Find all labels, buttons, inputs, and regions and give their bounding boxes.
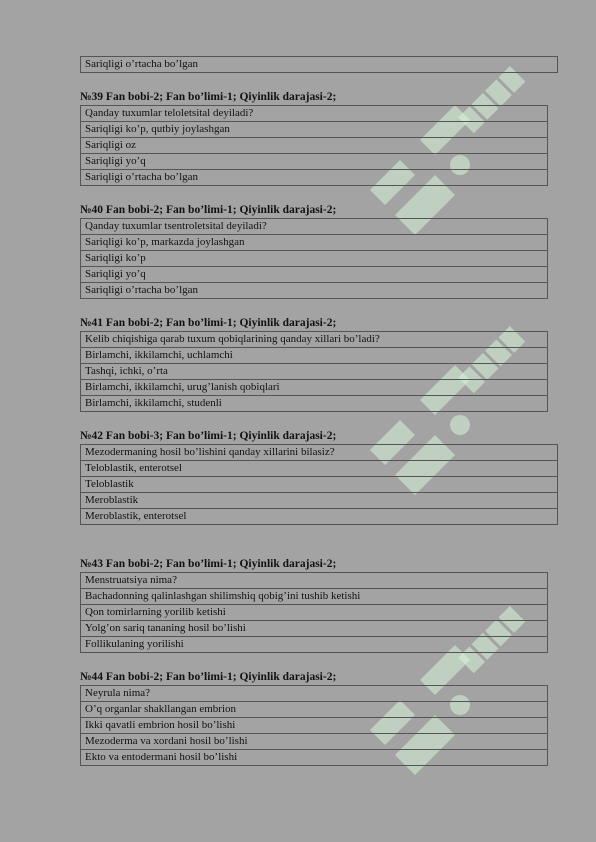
answer-option: Meroblastik <box>81 493 558 509</box>
question-text: Kelib chiqishiga qarab tuxum qobiqlarining qanday xillari bo’ladi? <box>81 332 548 348</box>
table-row <box>81 589 548 605</box>
table-row <box>81 283 548 299</box>
question-text: Menstruatsiya nima? <box>81 573 548 589</box>
table-row <box>81 332 548 348</box>
answer-option: Sariqligi o’rtacha bo’lgan <box>81 57 558 73</box>
answer-option: Meroblastik, enterotsel <box>81 509 558 525</box>
table-row <box>81 734 548 750</box>
table-row <box>81 702 548 718</box>
table-row <box>81 396 548 412</box>
answer-option: Sariqligi ko’p, markazda joylashgan <box>81 235 548 251</box>
table-row <box>81 251 548 267</box>
table-row <box>81 750 548 766</box>
table-row <box>81 380 548 396</box>
answer-option: Sariqligi ko’p, qutbiy joylashgan <box>81 122 548 138</box>
answer-option: Mezoderma va xordani hosil bo’lishi <box>81 734 548 750</box>
table-row <box>81 57 558 73</box>
table-row <box>81 509 558 525</box>
table-row <box>81 445 558 461</box>
table-row <box>81 219 548 235</box>
answer-option: Birlamchi, ikkilamchi, studenli <box>81 396 548 412</box>
table-row <box>81 170 548 186</box>
question-block-44 <box>80 669 548 766</box>
answer-option: Ikki qavatli embrion hosil bo’lishi <box>81 718 548 734</box>
answer-option: Sariqligi yo’q <box>81 154 548 170</box>
options-table <box>80 218 548 299</box>
answer-option: Bachadonning qalinlashgan shilimshiq qobig’ini tushib ketishi <box>81 589 548 605</box>
table-row <box>81 686 548 702</box>
answer-option: Sariqligi ko’p <box>81 251 548 267</box>
table-row <box>81 138 548 154</box>
question-title: №44 Fan bobi-2; Fan bo’limi-1; Qiyinlik darajasi-2; <box>80 671 337 683</box>
question-block-39 <box>80 89 548 186</box>
table-row <box>81 718 548 734</box>
question-block-43 <box>80 556 548 653</box>
answer-option: Follikulaning yorilishi <box>81 637 548 653</box>
answer-option: Ekto va entodermani hosil bo’lishi <box>81 750 548 766</box>
answer-option: Teloblastik, enterotsel <box>81 461 558 477</box>
answer-option: Sariqligi oz <box>81 138 548 154</box>
question-title: №43 Fan bobi-2; Fan bo’limi-1; Qiyinlik darajasi-2; <box>80 558 337 570</box>
table-row <box>81 621 548 637</box>
answer-option: Yolg’on sariq tananing hosil bo’lishi <box>81 621 548 637</box>
options-table <box>80 572 548 653</box>
question-title: №41 Fan bobi-2; Fan bo’limi-1; Qiyinlik darajasi-2; <box>80 317 337 329</box>
answer-option: Birlamchi, ikkilamchi, urug’lanish qobiqlari <box>81 380 548 396</box>
table-row <box>81 122 548 138</box>
options-table <box>80 331 548 412</box>
question-title: №42 Fan bobi-3; Fan bo’limi-1; Qiyinlik darajasi-2; <box>80 430 337 442</box>
table-row <box>81 461 558 477</box>
table-row <box>81 605 548 621</box>
table-row <box>81 235 548 251</box>
question-text: Mezodermaning hosil bo’lishini qanday xillarini bilasiz? <box>81 445 558 461</box>
previous-question-tail <box>80 56 558 73</box>
question-title: №40 Fan bobi-2; Fan bo’limi-1; Qiyinlik darajasi-2; <box>80 204 337 216</box>
table-row <box>81 573 548 589</box>
options-table <box>80 685 548 766</box>
table-row <box>81 267 548 283</box>
table-row <box>81 493 558 509</box>
question-block-40 <box>80 202 548 299</box>
table-row <box>81 364 548 380</box>
answer-option: Sariqligi o’rtacha bo’lgan <box>81 283 548 299</box>
question-block-41 <box>80 315 548 412</box>
answer-option: Qon tomirlarning yorilib ketishi <box>81 605 548 621</box>
tail-table <box>80 56 558 73</box>
answer-option: Birlamchi, ikkilamchi, uchlamchi <box>81 348 548 364</box>
answer-option: Sariqligi yo’q <box>81 267 548 283</box>
answer-option: Sariqligi o’rtacha bo’lgan <box>81 170 548 186</box>
table-row <box>81 477 558 493</box>
table-row <box>81 637 548 653</box>
options-table <box>80 105 548 186</box>
question-text: Qanday tuxumlar teloletsital deyiladi? <box>81 106 548 122</box>
question-block-42 <box>80 428 558 525</box>
question-text: Neyrula nima? <box>81 686 548 702</box>
answer-option: Tashqi, ichki, o’rta <box>81 364 548 380</box>
table-row <box>81 154 548 170</box>
answer-option: O’q organlar shakllangan embrion <box>81 702 548 718</box>
question-text: Qanday tuxumlar tsentroletsital deyiladi? <box>81 219 548 235</box>
answer-option: Teloblastik <box>81 477 558 493</box>
options-table <box>80 444 558 525</box>
table-row <box>81 348 548 364</box>
question-title: №39 Fan bobi-2; Fan bo’limi-1; Qiyinlik darajasi-2; <box>80 91 337 103</box>
table-row <box>81 106 548 122</box>
